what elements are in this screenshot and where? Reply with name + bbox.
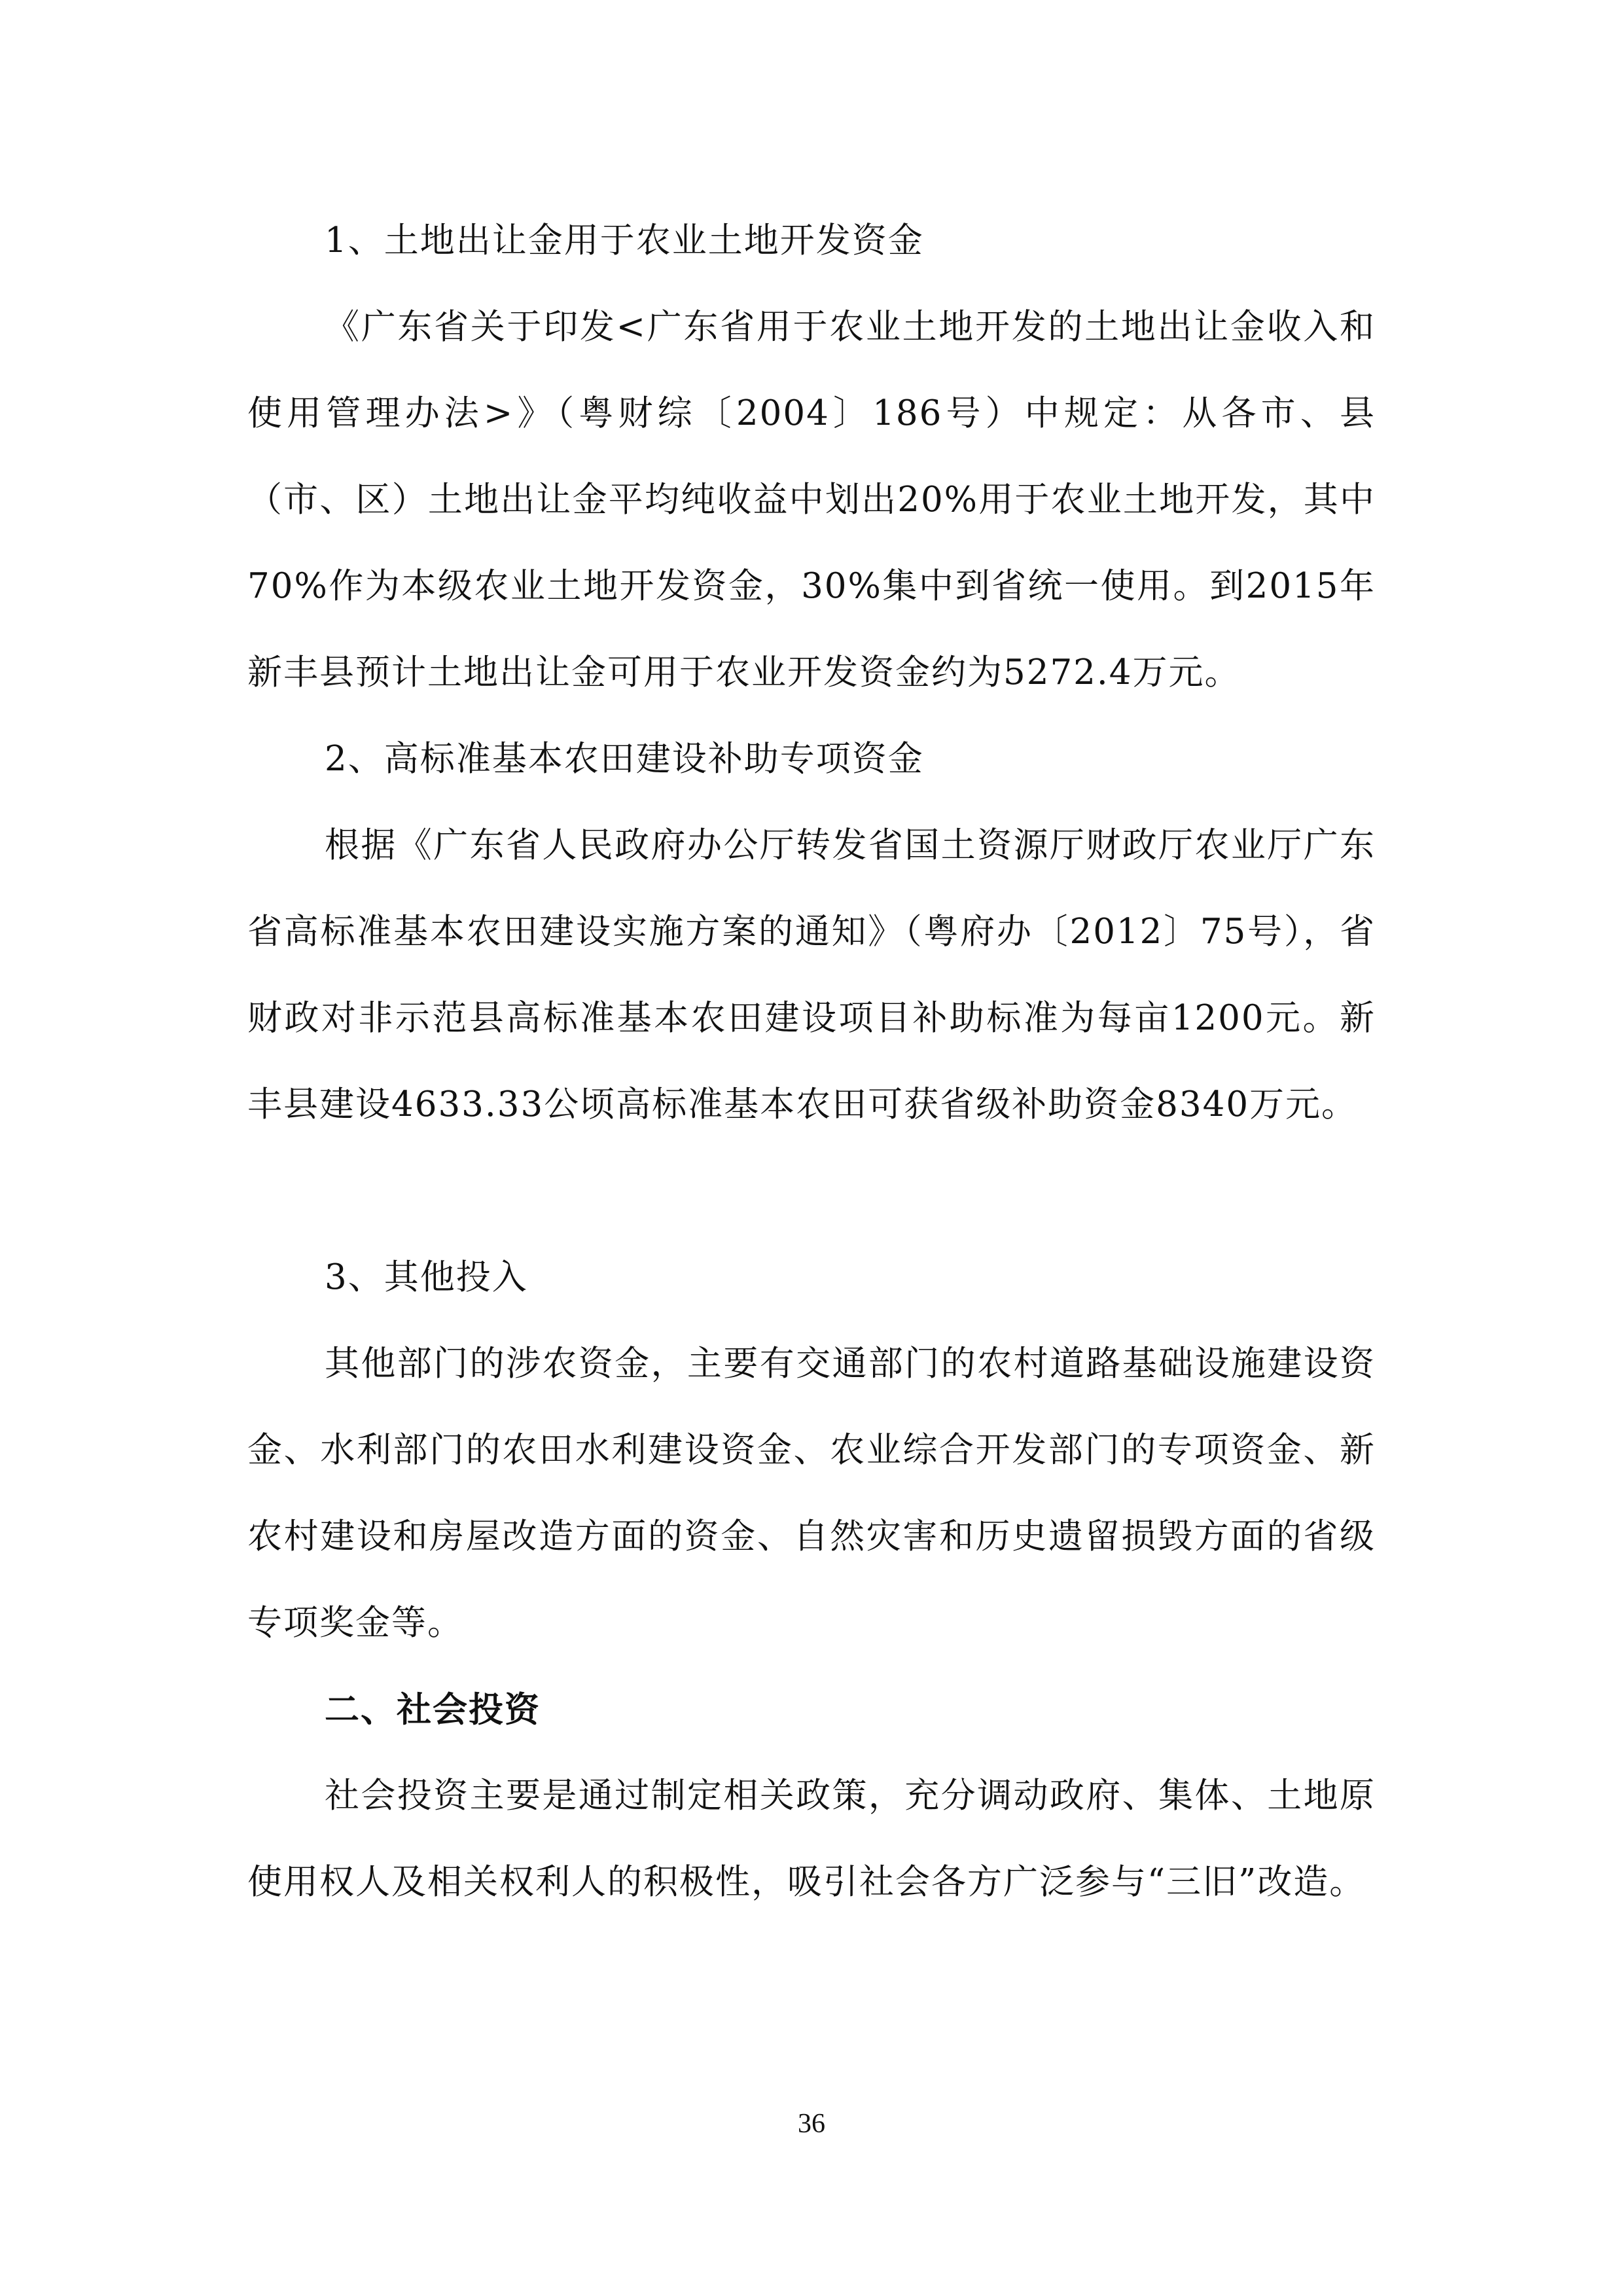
section-1-paragraph: 《广东省关于印发<广东省用于农业土地开发的土地出让金收入和使用管理办法>》（粤财综〔2004〕186号）中规定：从各市、县（市、区）土地出让金平均纯收益中划出20%用于农业土地开发，其中70%作为本级农业土地开发资金，30%集中到省统一使用。到2015年新丰县预计土地出让金可用于农业开发资金约为5272.4万元。 — [247, 307, 1376, 692]
section-2-paragraph: 根据《广东省人民政府办公厅转发省国土资源厅财政厅农业厅广东省高标准基本农田建设实施方案的通知》（粤府办〔2012〕75号），省财政对非示范县高标准基本农田建设项目补助标准为每亩1200元。新丰县建设4633.33公顷高标准基本农田可获省级补助资金8340万元。 — [247, 825, 1376, 1124]
section-3-paragraph: 其他部门的涉农资金，主要有交通部门的农村道路基础设施建设资金、水利部门的农田水利建设资金、农业综合开发部门的专项资金、新农村建设和房屋改造方面的资金、自然灾害和历史遗留损毁方面的省级专项奖金等。 — [247, 1344, 1376, 1643]
part-2-paragraph: 社会投资主要是通过制定相关政策，充分调动政府、集体、土地原使用权人及相关权利人的积极性，吸引社会各方广泛参与“三旧”改造。 — [247, 1776, 1376, 1902]
section-3-heading: 3、其他投入 — [325, 1257, 528, 1297]
page-number: 36 — [798, 2109, 825, 2139]
section-1-heading: 1、土地出让金用于农业土地开发资金 — [325, 221, 924, 260]
part-2-heading: 二、社会投资 — [325, 1689, 541, 1730]
section-2-heading: 2、高标准基本农田建设补助专项资金 — [325, 739, 924, 779]
